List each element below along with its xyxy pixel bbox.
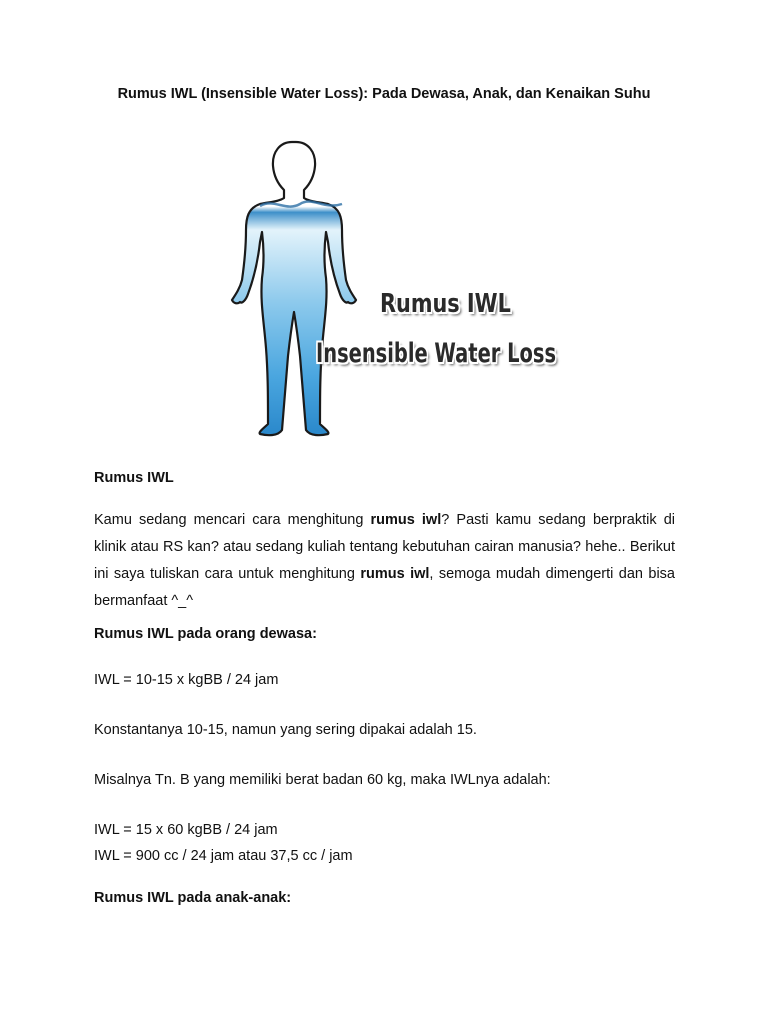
figure-title-line1: Rumus IWL: [380, 289, 511, 319]
intro-text-1: Kamu sedang mencari cara menghitung: [94, 512, 371, 528]
example-formula-line1: IWL = 15 x 60 kgBB / 24 jam: [94, 822, 278, 838]
adult-formula: IWL = 10-15 x kgBB / 24 jam: [94, 672, 279, 688]
intro-paragraph: [94, 507, 675, 615]
intro-text-3: , semoga mudah dimengerti dan bisa bermanfaat ^_^: [94, 566, 675, 609]
adult-heading: Rumus IWL pada orang dewasa:: [94, 626, 317, 642]
example-formula-line2: IWL = 900 cc / 24 jam atau 37,5 cc / jam: [94, 848, 353, 864]
intro-bold-2: rumus iwl: [360, 566, 430, 582]
intro-bold-1: rumus iwl: [370, 512, 442, 528]
figure-title-line2: Insensible Water Loss: [316, 338, 557, 369]
intro-text-2: ? Pasti kamu sedang berpraktik di klinik atau RS kan? atau sedang kuliah tentang kebutuhan cairan manusia? hehe.. Berikut ini saya tuliskan cara untuk menghitung: [94, 512, 675, 582]
body-illustration: [226, 138, 566, 438]
document-title: Rumus IWL (Insensible Water Loss): Pada Dewasa, Anak, dan Kenaikan Suhu: [117, 86, 651, 102]
child-heading: Rumus IWL pada anak-anak:: [94, 890, 292, 906]
example-intro: Misalnya Tn. B yang memiliki berat badan 60 kg, maka IWLnya adalah:: [94, 772, 551, 788]
human-body-water-icon: [226, 138, 566, 438]
section-heading-rumus-iwl: Rumus IWL: [94, 470, 174, 486]
constant-note: Konstantanya 10-15, namun yang sering dipakai adalah 15.: [94, 722, 477, 738]
